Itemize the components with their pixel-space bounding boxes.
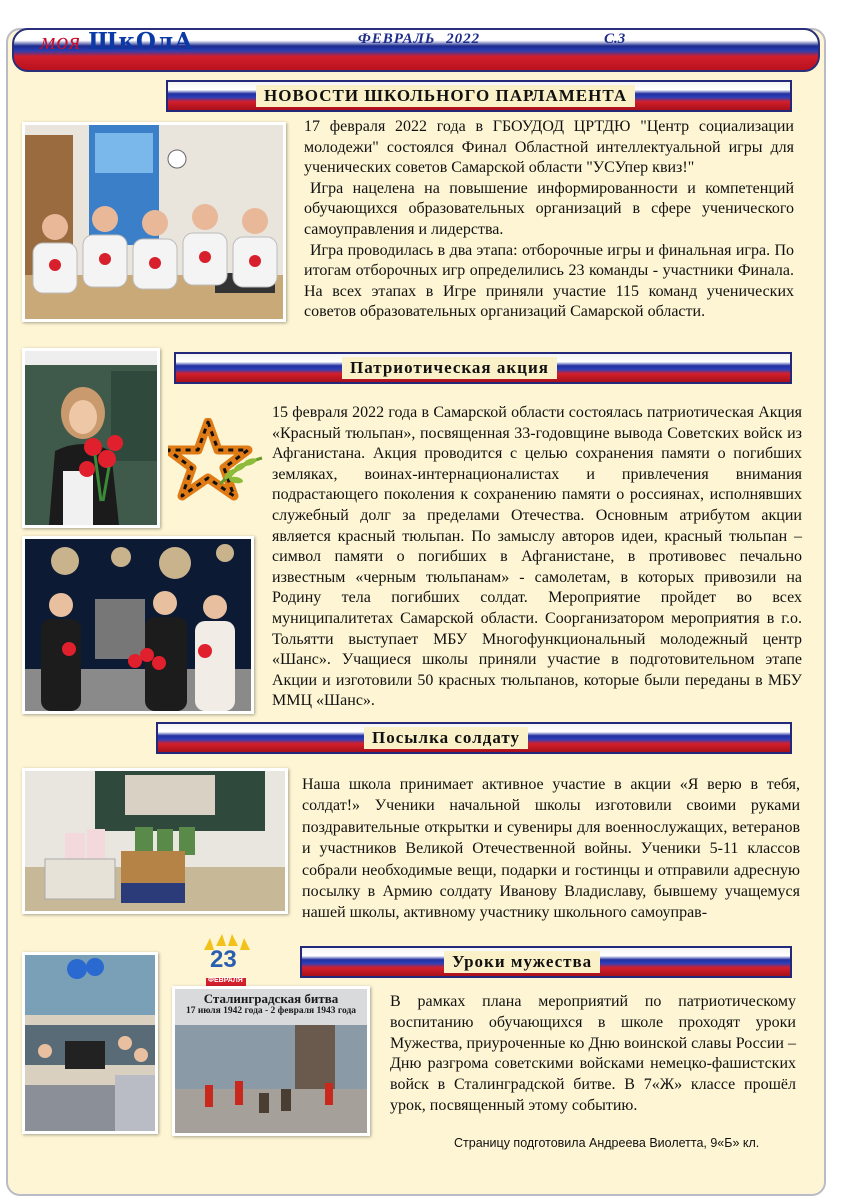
parliament-team-illustration [25,125,283,319]
masthead-title-word2: ШкОлА [88,28,194,55]
section-banner-parcel [156,722,792,754]
emblem-23-february [196,934,256,990]
section-banner-parliament [166,80,792,112]
article-parcel [302,774,800,924]
article-courage-p1: В рамках плана мероприятий по патриотическому воспитанию обучающихся в школе проходят уроки Мужества, приуроченные ко Дню воинской славы России – Дню разгрома советскими войсками немецко-фашистских войск в Сталинградской битве. В 7«Ж» классе прошёл урок, посвященный этому событию. [390,993,796,1114]
painting-dates: 17 июля 1942 года - 2 февраля 1943 года [185,1006,357,1016]
star-ribbon-icon [168,418,264,502]
photo-stalingrad-painting [172,986,370,1136]
photo-parliament-team [22,122,286,322]
masthead-title-word1: моя [40,29,82,55]
section-title-parcel: Посылка солдату [364,727,528,749]
classroom-illustration [25,955,155,1131]
photo-classroom [22,952,158,1134]
parcel-illustration [25,771,285,911]
article-courage [390,992,796,1117]
page-number: С.3 [604,31,626,47]
photo-space-tulips [22,536,254,714]
article-patriotic [272,403,802,712]
article-parcel-p1: Наша школа принимает активное участие в акции «Я верю в тебя, солдат!» Ученики начальной школы изготовили своими руками поздравительные открытки и сувениры для военнослужащих, ветеранов и участников Великой Отечественной войны. Ученики 5-11 классов собрали необходимые вещи, подарки и гостинцы и отправили адресную посылку в Армию солдату Иванову Владиславу, бывшему учащемуся нашей школы, активному участнику школьного самоуправ- [302,776,800,922]
article-parliament-p1: 17 февраля 2022 года в ГБОУДОД ЦРТДЮ "Центр социализации молодежи" состоялся Финал Областной интеллектуальной игры для ученических советов Самарской области "УСУпер квиз!" [304,118,794,177]
photo-girl-tulips [22,348,160,528]
masthead [12,28,820,72]
article-parliament [304,117,794,323]
article-parliament-p2: Игра нацелена на повышение информированности и компетенций обучающихся образовательных организаций в сфере ученического самоуправления и лидерства. [304,179,794,238]
painting-title: Сталинградская битва [203,991,339,1006]
article-patriotic-p1: 15 февраля 2022 года в Самарской области состоялась патриотическая Акция «Красный тюльпан», посвященная 33-годовщине вывода Советских войск из Афганистана. Акция проводится с целью сохранения памяти о погибших земляках, воинах-интернационалистах и привлечения внимания подрастающего поколения к сохранению памяти о россиянах, исполнявших служебный долг за пределами Отечества. Основным атрибутом акции является красный тюльпан. По замыслу авторов идеи, красный тюльпан – символ памяти о погибших в Афганистане, в противовес печально известным «черным тюльпанам» - самолетам, в которых привозили на Родину тела погибших солдат. Мероприятие пройдет во всех муниципалитетах Самарской области. Соорганизатором мероприятия в г.о. Тольятти выступает МБУ Многофункциональный молодежный центр «Шанс». Учащиеся школы приняли участие в подготовительном этапе Акции и изготовили 50 красных тюльпанов, которые были переданы в МБУ ММЦ «Шанс». [272,404,802,710]
masthead-title [40,28,194,56]
space-tulips-illustration [25,539,251,711]
section-title-patriotic: Патриотическая акция [342,357,557,379]
section-banner-patriotic [174,352,792,384]
section-banner-courage [300,946,792,978]
section-title-parliament: НОВОСТИ ШКОЛЬНОГО ПАРЛАМЕНТА [256,85,635,107]
emblem-label: ФЕВРАЛЯ [208,977,243,984]
girl-tulips-illustration [25,351,157,525]
article-parliament-p3: Игра проводилась в два этапа: отборочные игры и финальная игра. По итогам отборочных игр определились 23 команды - участники Финала. На всех этапах в Игре приняли участие 115 команд ученических советов образовательных организаций Самарской области. [304,241,794,321]
page-credit: Страницу подготовила Андреева Виолетта, 9«Б» кл. [454,1136,760,1150]
section-title-courage: Уроки мужества [444,951,600,973]
photo-parcel [22,768,288,914]
issue-date: ФЕВРАЛЬ 2022 [358,31,481,47]
emblem-number: 23 [210,946,237,973]
